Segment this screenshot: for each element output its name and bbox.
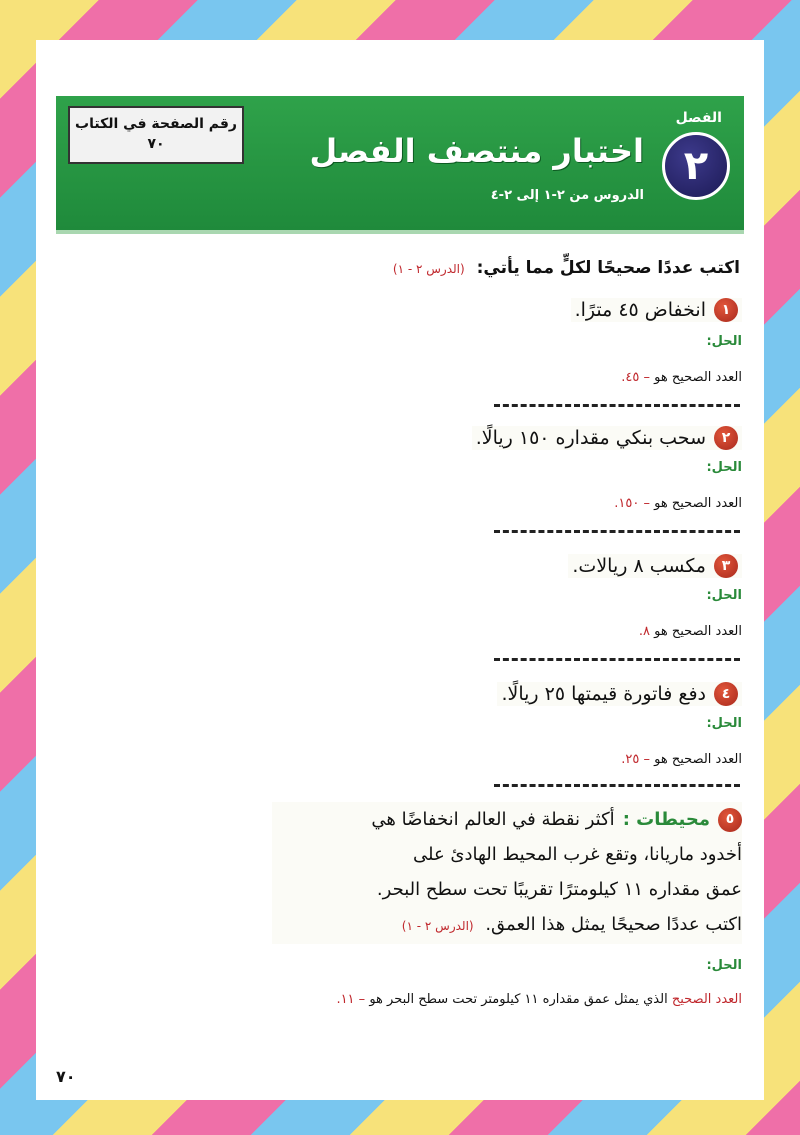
solution-label: الحل:: [706, 460, 742, 475]
answer-prefix: العدد الصحيح هو: [654, 624, 742, 639]
question-3: [568, 554, 742, 578]
question-line: عمق مقداره ١١ كيلومترًا تقريبًا تحت سطح البحر.: [376, 879, 742, 900]
question-1: [571, 298, 742, 322]
solution-label: الحل:: [706, 334, 742, 349]
page-number: ٧٠: [56, 1067, 76, 1086]
worksheet-page: [36, 40, 764, 1100]
question-5: [272, 802, 742, 944]
question-text: سحب بنكي مقداره ١٥٠ ريالًا.: [475, 427, 706, 449]
answer-1: [621, 370, 742, 385]
question-text: انخفاض ٤٥ مترًا.: [574, 299, 706, 321]
divider: [494, 530, 740, 533]
question-line: أخدود ماريانا، وتقع غرب المحيط الهادئ على: [412, 844, 742, 865]
answer-prefix: العدد الصحيح هو: [654, 370, 742, 385]
question-line: [272, 907, 742, 944]
question-line: أكثر نقطة في العالم انخفاضًا هي: [371, 809, 615, 830]
question-number-icon: ٢: [714, 426, 738, 450]
answer-text: الذي يمثل عمق مقداره ١١ كيلومتر تحت سطح البحر هو: [369, 992, 668, 1007]
question-text: مكسب ٨ ريالات.: [572, 555, 706, 577]
question-4: [497, 682, 742, 706]
chapter-number-badge: ٢: [662, 132, 730, 200]
page-title: اختبار منتصف الفصل: [309, 132, 644, 170]
question-topic: محيطات :: [622, 809, 710, 830]
instruction: [393, 258, 740, 278]
answer-3: [639, 624, 742, 639]
instruction-text: اكتب عددًا صحيحًا لكلٍّ مما يأتي:: [476, 258, 740, 278]
answer-value: – ٢٥.: [621, 752, 650, 767]
question-number-icon: ٣: [714, 554, 738, 578]
answer-prefix: العدد الصحيح هو: [654, 496, 742, 511]
page-ref-label: رقم الصفحة في الكتاب: [75, 116, 237, 132]
question-number-icon: ٤: [714, 682, 738, 706]
divider: [494, 658, 740, 661]
solution-label: الحل:: [706, 588, 742, 603]
solution-label: الحل:: [706, 958, 742, 973]
answer-lead: العدد الصحيح: [671, 992, 742, 1007]
answer-value: ٨.: [638, 624, 650, 639]
page-ref-value: ٧٠: [147, 136, 165, 152]
divider: [494, 404, 740, 407]
question-text: دفع فاتورة قيمتها ٢٥ ريالًا.: [501, 683, 706, 705]
divider: [494, 784, 740, 787]
book-page-reference: [68, 106, 244, 164]
answer-2: [614, 496, 742, 511]
answer-prefix: العدد الصحيح هو: [654, 752, 742, 767]
solution-label: الحل:: [706, 716, 742, 731]
chapter-word: الفصل: [675, 110, 722, 126]
chapter-banner: [56, 96, 744, 234]
answer-4: [621, 752, 742, 767]
question-line-text: اكتب عددًا صحيحًا يمثل هذا العمق.: [485, 914, 742, 935]
question-2: [472, 426, 742, 450]
lesson-ref: (الدرس ٢ - ١): [401, 919, 474, 933]
answer-value: – ١٥٠.: [614, 496, 650, 511]
answer-5: [336, 992, 742, 1007]
answer-value: – ١١.: [336, 992, 366, 1007]
answer-value: – ٤٥.: [621, 370, 650, 385]
lesson-ref: (الدرس ٢ - ١): [392, 262, 465, 276]
question-number-icon: ٥: [718, 808, 742, 832]
question-number-icon: ١: [714, 298, 738, 322]
lessons-range: الدروس من ٢-١ إلى ٢-٤: [490, 188, 644, 203]
